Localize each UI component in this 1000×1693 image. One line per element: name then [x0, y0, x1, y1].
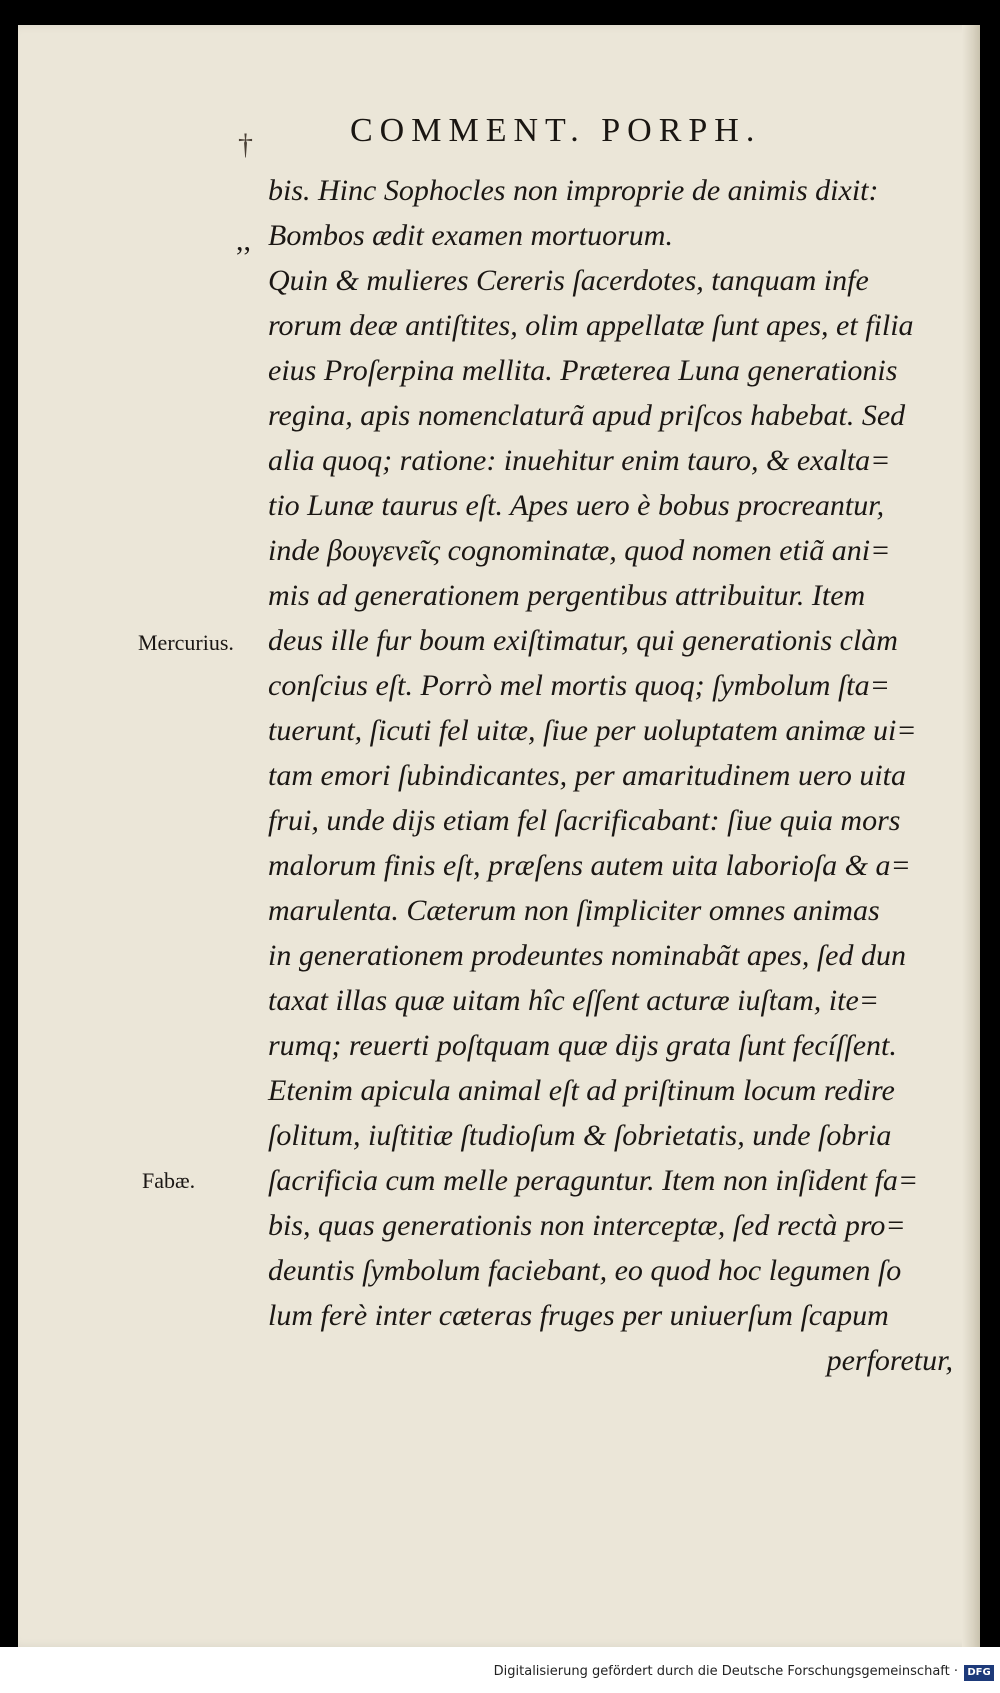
footer-bar [0, 1647, 1000, 1693]
text-line: deus ille fur boum exiſtimatur, qui generationis clàm [268, 624, 898, 657]
text-line: malorum finis eſt, præſens autem uita laborioſa & a= [268, 849, 911, 882]
text-line: tio Lunæ taurus eſt. Apes uero è bobus procreantur, [268, 489, 885, 522]
text-line: taxat illas quæ uitam hîc eſſent acturæ iuſtam, ite= [268, 984, 880, 1017]
body-text [268, 168, 953, 1383]
footer-credit: Digitalisierung gefördert durch die Deutsche Forschungsgemeinschaft · [493, 1664, 958, 1679]
page-mark: † [238, 128, 253, 161]
text-line: Etenim apicula animal eſt ad priſtinum locum redire [268, 1074, 895, 1107]
text-line: lum ferè inter cæteras fruges per uniuerſum ſcapum [268, 1299, 889, 1332]
text-line: eius Proſerpina mellita. Præterea Luna generationis [268, 354, 898, 387]
text-line: Quin & mulieres Cereris ſacerdotes, tanquam infe [268, 264, 869, 297]
dfg-logo-icon: DFG [964, 1665, 994, 1681]
text-line: conſcius eſt. Porrò mel mortis quoq; ſymbolum ſta= [268, 669, 890, 702]
text-line: alia quoq; ratione: inuehitur enim tauro, & exalta= [268, 444, 891, 477]
text-line: Bombos ædit examen mortuorum. [268, 219, 673, 252]
text-line: bis, quas generationis non interceptæ, ſed rectà pro= [268, 1209, 906, 1242]
margin-note-fabae: Fabæ. [142, 1168, 196, 1193]
running-head: COMMENT. PORPH. [350, 112, 762, 149]
quote-mark: ,, [236, 224, 251, 257]
text-line: tuerunt, ſicuti fel uitæ, ſiue per uoluptatem animæ ui= [268, 714, 917, 747]
text-line: frui, unde dijs etiam fel ſacrificabant: ſiue quia mors [268, 804, 901, 837]
catchword: perforetur, [826, 1344, 953, 1377]
text-line: deuntis ſymbolum faciebant, eo quod hoc legumen ſo [268, 1254, 902, 1287]
text-line: rumq; reuerti poſtquam quæ dijs grata ſunt fecíſſent. [268, 1029, 897, 1062]
text-line: regina, apis nomenclaturã apud priſcos habebat. Sed [268, 399, 906, 432]
text-line: inde βουγενεῖς cognominatæ, quod nomen etiã ani= [268, 534, 891, 567]
text-line: tam emori ſubindicantes, per amaritudinem uero uita [268, 759, 906, 792]
text-line: bis. Hinc Sophocles non improprie de animis dixit: [268, 174, 879, 207]
margin-note-mercurius: Mercurius. [138, 630, 234, 655]
text-line: mis ad generationem pergentibus attribuitur. Item [268, 579, 866, 612]
text-line: ſolitum, iuſtitiæ ſtudioſum & ſobrietatis, unde ſobria [268, 1119, 892, 1152]
text-line: rorum deæ antiſtites, olim appellatæ ſunt apes, et filia [268, 309, 914, 342]
text-line: in generationem prodeuntes nominabãt apes, ſed dun [268, 939, 906, 972]
text-line: marulenta. Cæterum non ſimpliciter omnes animas [268, 894, 880, 927]
page-edge [962, 25, 980, 1647]
text-line: ſacrificia cum melle peraguntur. Item non inſident fa= [268, 1164, 919, 1197]
